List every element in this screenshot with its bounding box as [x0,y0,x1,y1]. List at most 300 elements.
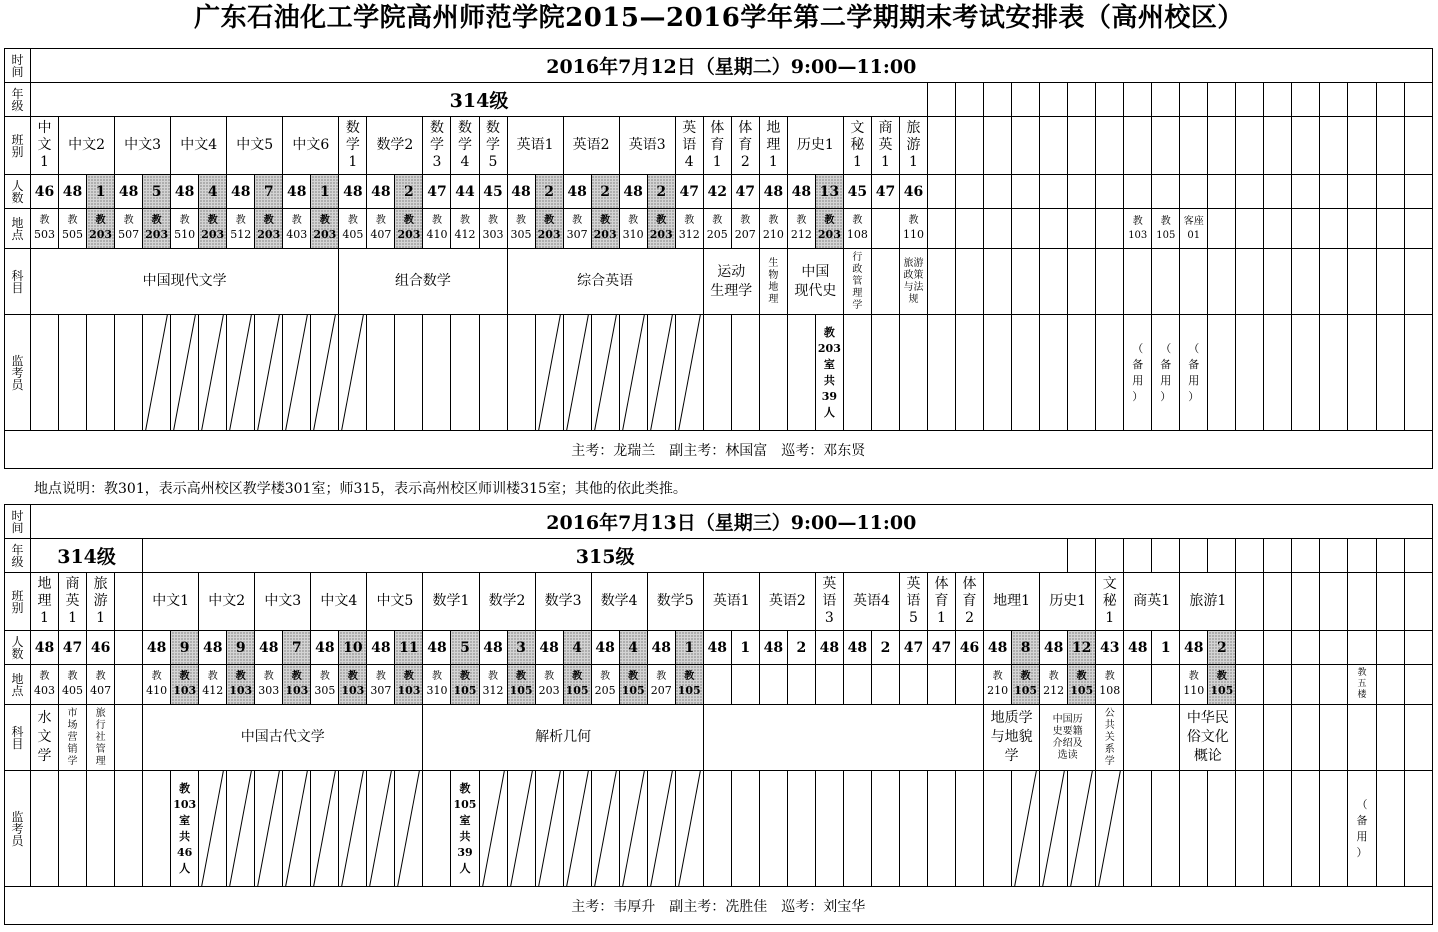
room-building: 教 [123,215,134,226]
room-cell [619,665,647,705]
invigilator-cell [956,771,984,887]
empty-cell [1180,175,1208,209]
empty-cell [1404,705,1432,771]
room-number: 507 [118,228,140,241]
empty-cell [1096,83,1124,117]
empty-cell [956,175,984,209]
student-count: 45 [479,175,507,209]
room-number: 110 [902,228,924,241]
row-label: 地 点 [5,209,31,249]
student-count: 48 [367,631,395,665]
room-number: 505 [62,228,84,241]
student-count: 48 [227,175,255,209]
room-building: 教 [67,671,78,682]
invigilator-cell [1012,771,1040,887]
room-cell [339,209,367,249]
class-cell: 数 学 4 [451,117,479,175]
invigilator-cell [759,771,787,887]
slash-mark [1012,771,1039,886]
room-cell [1376,665,1404,705]
location-note: 地点说明：教301，表示高州校区教学楼301室；师315，表示高州校区师训楼315室；其他的依此类推。 [34,481,687,497]
slash-mark [367,771,394,886]
invigilator-cell [815,771,843,887]
empty-cell [1292,117,1320,175]
room-cell [227,209,255,249]
slash-mark [508,771,535,886]
room-building: 教 [179,215,190,226]
empty-cell [1124,175,1152,209]
slash-mark [536,315,563,430]
room-cell [787,665,815,705]
student-count: 11 [395,631,423,665]
room-cell: 教 五 楼 [1348,665,1376,705]
room-building: 教 [403,671,414,682]
invigilator-cell [563,771,591,887]
class-cell: 体 育 2 [956,573,984,631]
room-cell [899,665,927,705]
class-cell: 历史1 [1040,573,1096,631]
empty-cell [1264,539,1292,573]
student-count: 9 [171,631,199,665]
class-cell: 数学3 [535,573,591,631]
class-cell: 旅 游 1 [899,117,927,175]
room-number: 203 [397,228,421,241]
invigilator-cell [1096,315,1124,431]
invigilator-cell [1320,771,1348,887]
slash-mark [480,771,507,886]
invigilator-cell [1404,771,1432,887]
table-row [5,539,1433,573]
room-number: 103 [173,684,197,697]
invigilator-cell [1180,771,1208,887]
room-building: 教 [796,215,807,226]
room-cell [1376,209,1404,249]
room-cell [171,209,199,249]
subject-cell: 中国现代文学 [31,249,339,315]
student-count: 46 [899,175,927,209]
room-building: 教 [207,671,218,682]
class-cell: 中文3 [115,117,171,175]
student-count: 9 [227,631,255,665]
room-building: 教 [39,215,50,226]
room-cell [283,209,311,249]
student-count: 48 [367,175,395,209]
subject-cell: 组合数学 [339,249,507,315]
room-number: 105 [1014,684,1038,697]
table-row [5,117,1433,175]
empty-cell [1376,175,1404,209]
class-cell: 英 语 4 [675,117,703,175]
room-number: 203 [537,228,561,241]
room-cell [59,209,87,249]
student-count: 3 [507,631,535,665]
room-cell [395,665,423,705]
student-count: 46 [87,631,115,665]
room-cell [227,665,255,705]
invigilator-cell [1264,771,1292,887]
table-row [5,49,1433,83]
room-cell [115,665,143,705]
exam-table-jul13 [4,504,1433,925]
slash-mark [311,315,338,430]
room-cell [815,209,843,249]
empty-cell [1236,249,1264,315]
empty-cell [1208,83,1236,117]
room-cell [731,665,759,705]
room-building: 教 [207,215,218,226]
room-number: 105 [509,684,533,697]
exam-date: 2016年7月12日（星期二）9:00—11:00 [31,49,1433,83]
room-building: 教 [291,671,302,682]
empty-cell [984,83,1012,117]
room-cell [928,209,956,249]
room-cell [899,209,927,249]
room-building: 教 [1076,671,1087,682]
grade-cell: 315级 [143,539,1068,573]
invigilator-cell [311,771,339,887]
subject-cell: 中国历 史要籍 介绍及 选读 [1040,705,1096,771]
slash-mark [395,771,422,886]
slash-mark [536,771,563,886]
empty-cell [1264,117,1292,175]
room-number: 503 [34,228,56,241]
invigilator-cell [731,315,759,431]
student-count: 48 [311,631,339,665]
invigilator-cell [115,771,143,887]
class-cell: 中文1 [143,573,199,631]
empty-cell [1292,175,1320,209]
invigilator-cell [591,771,619,887]
room-cell [675,209,703,249]
student-count: 7 [283,631,311,665]
row-label: 班 别 [5,117,31,175]
room-cell [591,665,619,705]
room-building: 教 [95,215,106,226]
student-count: 48 [815,631,843,665]
student-count: 1 [675,631,703,665]
invigilator-cell [647,315,675,431]
room-number: 105 [621,684,645,697]
empty-cell [1376,117,1404,175]
room-number: 212 [790,228,812,241]
student-count: 44 [451,175,479,209]
room-number: 303 [482,228,504,241]
empty-cell [1404,249,1432,315]
room-number: 203 [145,228,169,241]
class-cell: 商 英 1 [59,573,87,631]
student-count: 2 [395,175,423,209]
empty-cell [1096,539,1124,573]
room-number: 103 [397,684,421,697]
class-cell: 商 英 1 [871,117,899,175]
room-cell [339,665,367,705]
student-count: 1 [731,631,759,665]
student-count: 1 [311,175,339,209]
student-count: 43 [1096,631,1124,665]
row-label: 监 考 员 [5,315,31,431]
subject-cell: 公 共 关 系 学 [1096,705,1124,771]
empty-cell [1012,175,1040,209]
invigilator-cell [367,771,395,887]
empty-cell [1264,573,1292,631]
room-building: 教 [992,671,1003,682]
student-count: 48 [479,631,507,665]
row-label: 科 目 [5,705,31,771]
table-row [5,431,1433,469]
room-cell [759,209,787,249]
invigilator-cell [843,315,871,431]
invigilator-cell [675,315,703,431]
empty-cell [1096,175,1124,209]
empty-cell [1236,83,1264,117]
student-count: 48 [563,175,591,209]
invigilator-cell: （ 备 用 ） [1152,315,1180,431]
empty-cell [1180,117,1208,175]
room-number: 110 [1183,684,1205,697]
room-building: 教 [628,215,639,226]
slash-mark [283,771,310,886]
invigilator-cell [367,315,395,431]
room-number: 203 [593,228,617,241]
room-number: 105 [453,684,477,697]
invigilator-cell [255,315,283,431]
student-count: 47 [871,175,899,209]
empty-cell [956,249,984,315]
empty-cell [984,117,1012,175]
class-cell: 体 育 1 [928,573,956,631]
room-number: 103 [341,684,365,697]
room-building: 教 [403,215,414,226]
room-number: 303 [258,684,280,697]
invigilator-cell [1152,771,1180,887]
empty-cell [1068,175,1096,209]
room-number: 103 [285,684,309,697]
slash-mark [648,315,675,430]
room-number: 105 [565,684,589,697]
student-count: 2 [647,175,675,209]
room-building: 教 [768,215,779,226]
room-cell [255,665,283,705]
room-number: 512 [230,228,252,241]
empty-cell [1376,539,1404,573]
student-count: 48 [535,631,563,665]
room-cell [984,209,1012,249]
table-row [5,665,1433,705]
student-count: 48 [283,175,311,209]
subject-cell [115,705,143,771]
class-cell: 数 学 1 [339,117,367,175]
empty-cell [1292,705,1320,771]
empty-cell [1208,539,1236,573]
room-cell [1152,665,1180,705]
room-cell [31,209,59,249]
student-count: 5 [143,175,171,209]
slash-mark [339,315,366,430]
student-count: 48 [115,175,143,209]
invigilator-cell [507,315,535,431]
student-count: 48 [199,631,227,665]
exam-date: 2016年7月13日（星期三）9:00—11:00 [31,505,1433,539]
room-cell [1320,665,1348,705]
room-building: 教 [431,671,442,682]
invigilator-cell [423,315,451,431]
invigilator-cell [1208,315,1236,431]
empty-cell [1236,573,1264,631]
room-building: 教 [319,671,330,682]
invigilator-cell [563,315,591,431]
room-cell [143,209,171,249]
room-number: 307 [566,228,588,241]
student-count: 48 [647,631,675,665]
invigilator-cell [283,771,311,887]
class-cell: 中文2 [199,573,255,631]
student-count: 48 [255,631,283,665]
invigilator-cell [283,315,311,431]
row-label: 人 数 [5,175,31,209]
student-count: 46 [31,175,59,209]
slash-mark [171,315,198,430]
student-count: 48 [339,175,367,209]
room-cell: 教 103 [1124,209,1152,249]
room-building: 教 [824,215,835,226]
room-cell [703,665,731,705]
invigilator-cell [1236,315,1264,431]
room-cell [479,665,507,705]
invigilator-cell [928,771,956,887]
subject-cell: 生 物 地 理 [759,249,787,315]
room-building: 教 [600,671,611,682]
subject-cell [703,705,983,771]
empty-cell [1320,175,1348,209]
student-count: 47 [731,175,759,209]
invigilator-cell [1040,771,1068,887]
empty-cell [1264,631,1292,665]
invigilator-cell [984,315,1012,431]
room-cell [507,665,535,705]
empty-cell [1236,539,1264,573]
invigilator-cell [87,315,115,431]
slash-mark [283,315,310,430]
room-number: 108 [846,228,868,241]
invigilator-cell [619,315,647,431]
empty-cell [1348,539,1376,573]
student-count: 12 [1068,631,1096,665]
room-number: 203 [649,228,673,241]
class-cell: 历史1 [787,117,843,175]
subject-cell: 水 文 学 [31,705,59,771]
empty-cell [1152,117,1180,175]
row-label: 监 考 员 [5,771,31,887]
empty-cell [1040,175,1068,209]
invigilator-cell: 教 203 室 共 39 人 [815,315,843,431]
room-cell [367,665,395,705]
empty-cell [1348,83,1376,117]
empty-cell [1208,117,1236,175]
student-count: 48 [591,631,619,665]
room-building: 教 [600,215,611,226]
room-cell [1292,209,1320,249]
room-cell [956,209,984,249]
empty-cell [1376,631,1404,665]
class-cell: 商英1 [1124,573,1180,631]
empty-cell [1292,249,1320,315]
student-count: 2 [871,631,899,665]
empty-cell [1292,631,1320,665]
room-number: 407 [370,228,392,241]
class-cell: 数学1 [423,573,479,631]
room-number: 310 [622,228,644,241]
table-row [5,209,1433,249]
slash-mark [592,771,619,886]
table-row [5,505,1433,539]
room-number: 203 [817,228,841,241]
room-building: 教 [1020,671,1031,682]
invigilator-cell [87,771,115,887]
invigilator-cell [1376,315,1404,431]
slash-mark [199,315,226,430]
invigilator-cell [451,315,479,431]
class-cell: 英语1 [703,573,759,631]
empty-cell [1404,631,1432,665]
student-count: 48 [759,175,787,209]
empty-cell [1320,249,1348,315]
room-cell [871,665,899,705]
room-number: 105 [1070,684,1094,697]
class-cell: 数学2 [367,117,423,175]
class-cell [115,573,143,631]
empty-cell [1348,249,1376,315]
invigilator-cell [1012,315,1040,431]
room-cell [1236,665,1264,705]
empty-cell [956,117,984,175]
room-cell [59,665,87,705]
student-count: 48 [759,631,787,665]
room-cell [731,209,759,249]
examiners: 主考：龙瑞兰 副主考：林国富 巡考：邓东贤 [5,431,1433,469]
student-count: 42 [703,175,731,209]
subject-cell: 运动 生理学 [703,249,759,315]
empty-cell [1348,175,1376,209]
student-count: 2 [787,631,815,665]
student-count: 48 [171,175,199,209]
student-count: 5 [451,631,479,665]
invigilator-cell [1292,771,1320,887]
room-cell [956,665,984,705]
empty-cell [1236,175,1264,209]
room-building: 教 [263,671,274,682]
invigilator-cell [1348,315,1376,431]
room-number: 312 [482,684,504,697]
invigilator-cell [1124,771,1152,887]
room-cell: 客座 01 [1180,209,1208,249]
room-cell [1404,665,1432,705]
class-cell: 体 育 1 [703,117,731,175]
invigilator-cell [703,315,731,431]
room-building: 教 [684,671,695,682]
slash-mark [255,315,282,430]
room-cell [451,665,479,705]
invigilator-cell [255,771,283,887]
invigilator-cell: （ 备 用 ） [1348,771,1376,887]
slash-mark [1040,771,1067,886]
empty-cell [1208,175,1236,209]
room-building: 教 [1048,671,1059,682]
empty-cell [1180,83,1208,117]
room-cell [143,665,171,705]
table-row [5,83,1433,117]
student-count: 1 [87,175,115,209]
room-building: 教 [1104,671,1115,682]
